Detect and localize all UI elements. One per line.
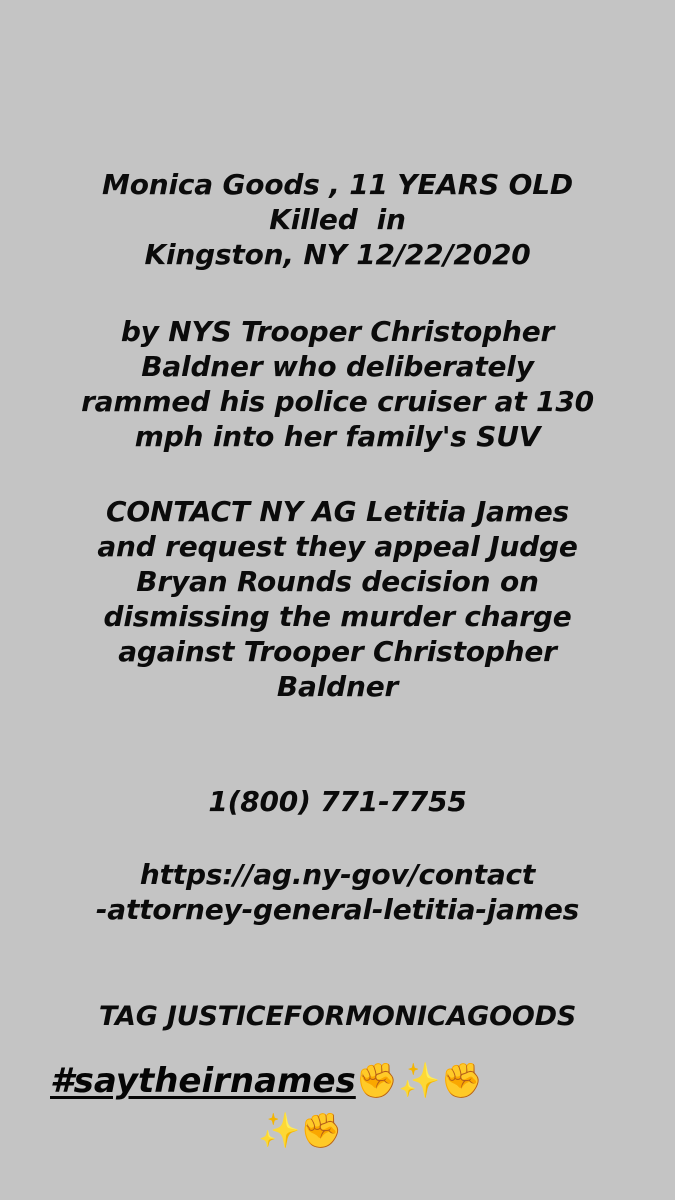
contact-paragraph: [0, 494, 675, 704]
url-line[interactable]: -attorney-general-letitia-james: [95, 893, 580, 926]
victim-heading: [0, 167, 675, 272]
contact-line: against Trooper Christopher: [118, 635, 557, 668]
url-line[interactable]: https://ag.ny-gov/contact: [139, 858, 536, 891]
hashtag-emoji-row-2: [258, 1106, 343, 1156]
raised-fist-deep-tone-icon: ✊: [300, 1111, 343, 1151]
sparkles-icon: ✨: [398, 1061, 441, 1101]
victim-line: Killed in: [269, 203, 406, 236]
trooper-paragraph: [0, 314, 675, 454]
tag-text: TAG JUSTICEFORMONICAGOODS: [98, 1001, 577, 1032]
trooper-line: Baldner who deliberately: [141, 350, 534, 383]
raised-fist-dark-tone-icon: ✊: [440, 1061, 483, 1101]
hashtag-text[interactable]: #saytheirnames: [50, 1061, 356, 1101]
phone-number-text[interactable]: 1(800) 771-7755: [208, 785, 467, 818]
contact-line: and request they appeal Judge: [97, 530, 578, 563]
phone-number[interactable]: [0, 784, 675, 819]
contact-line: Bryan Rounds decision on: [136, 565, 539, 598]
trooper-line: mph into her family's SUV: [134, 420, 541, 453]
victim-line: Kingston, NY 12/22/2020: [144, 238, 531, 271]
contact-url[interactable]: [0, 857, 675, 927]
trooper-line: rammed his police cruiser at 130: [81, 385, 594, 418]
sparkles-icon: ✨: [258, 1111, 301, 1151]
contact-line: Baldner: [276, 670, 399, 703]
contact-line: dismissing the murder charge: [103, 600, 572, 633]
victim-line: Monica Goods , 11 YEARS OLD: [102, 168, 573, 201]
hashtag-emoji-row: [356, 1061, 483, 1101]
trooper-line: by NYS Trooper Christopher: [120, 315, 555, 348]
hashtag-sticker[interactable]: [50, 1056, 610, 1106]
contact-line: CONTACT NY AG Letitia James: [106, 495, 569, 528]
tag-instruction: [0, 999, 675, 1034]
raised-fist-medium-tone-icon: ✊: [355, 1061, 399, 1101]
